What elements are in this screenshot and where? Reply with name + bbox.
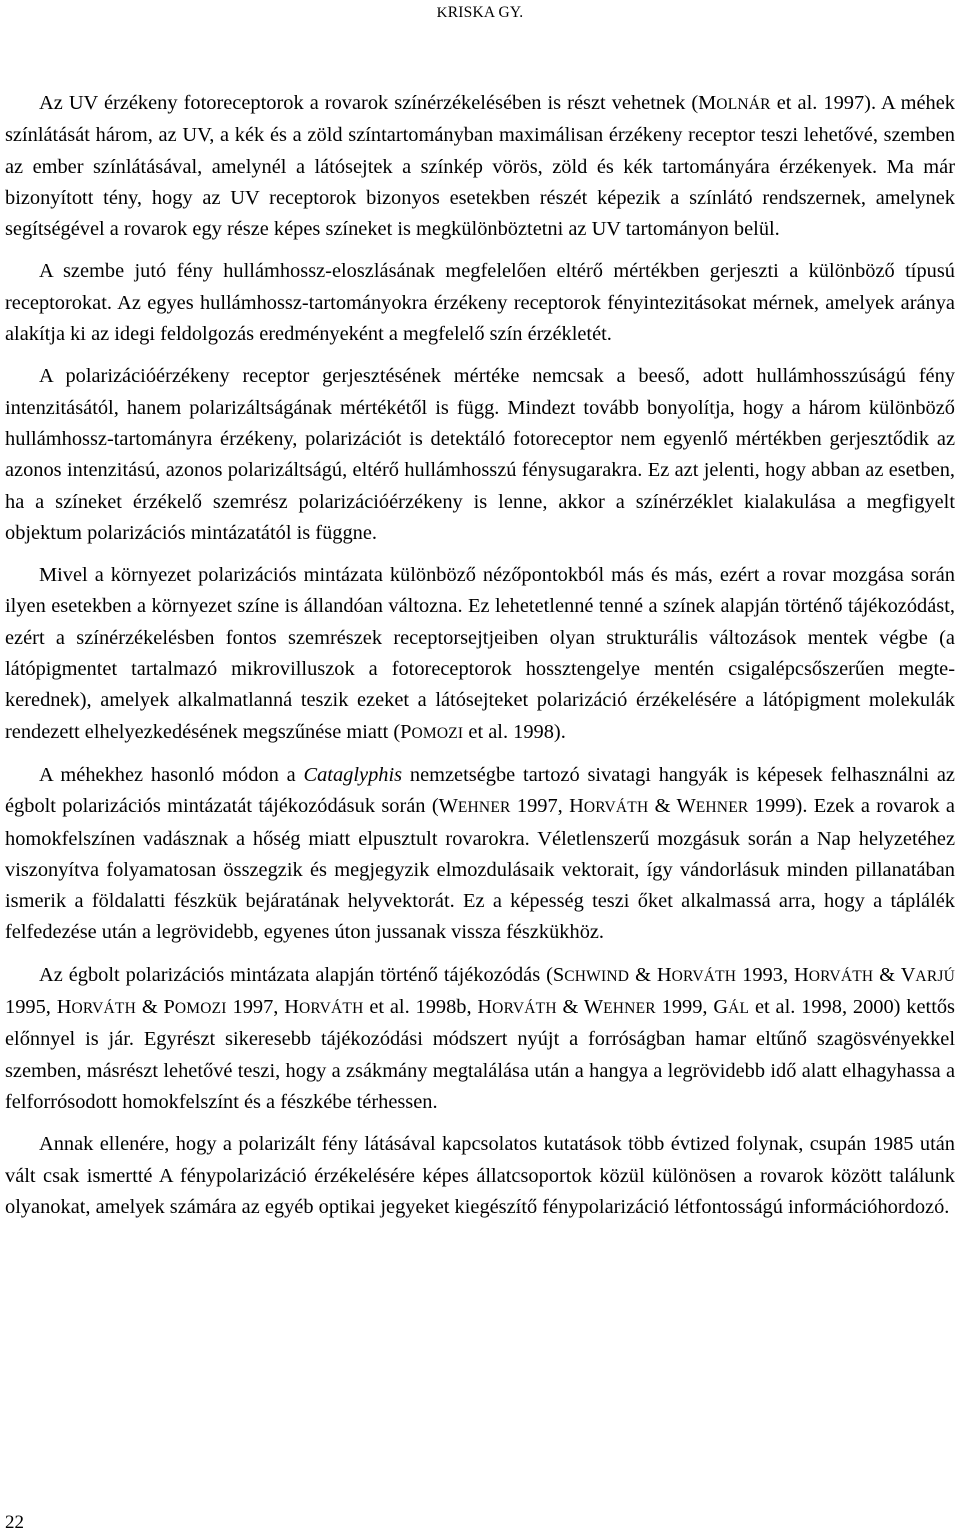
page-number: 22 [5, 1512, 24, 1533]
genus-name: Cataglyphis [303, 763, 403, 786]
author-name: ORVÁTH [492, 1000, 557, 1018]
running-head [0, 4, 960, 22]
paragraph-5 [5, 760, 955, 949]
paragraph-7 [5, 1129, 955, 1223]
paragraph-1 [5, 88, 955, 245]
text-run: nemzetségbe tartozó sivatagi hangyák is képesek felhasználni az égbolt polarizációs mintázatát tájékozódásuk során (W [5, 763, 955, 818]
text-run: Mivel a környezet polarizációs mintázata különböző nézőpontokból más és más, ezért a rovar mozgása során ilyen esetekben a környezet színe is állandóan változna. Ez lehetetlenné tenné a színek alapján történő tájékozódást, ezért a színérzékelésben fontos szemrészek receptorsejtjeiben olyan strukturális változások mentek végbe (a látópigmentet tartalmazó mikrovilluszok a fotoreceptorok hossztengelye mentén csigalépcsőszerűen megtekerednek), amelyek alkalmatlanná teszik ezeket a látósejteket polarizáció érzékelésére a látópigment molekulák rendezett elhelyezkedésének megszűnése miatt (P [5, 564, 955, 743]
author-name: ARJÚ [915, 967, 955, 985]
text-run: 1999, G [655, 996, 729, 1019]
text-run: et al. 1998b, H [363, 996, 493, 1019]
paragraph-3 [5, 361, 955, 549]
text-run: Az UV érzékeny fotoreceptorok a rovarok színérzékelésében is részt vehetnek (M [39, 92, 717, 114]
text-run: Annak ellenére, hogy a polarizált fény látásával kapcsolatos kutatások több évtized folynak, csupán 1985 után vált csak ismertté A fénypolarizáció érzékelésére képes állatcsoportok közül különösen a rovarok között találunk olyanokat, amelyek számára az egyéb optikai jegyeket kiegészítő fénypolarizáció létfontosságú információhordozó. [5, 1133, 955, 1218]
text-run: Az égbolt polarizációs mintázata alapján történő tájékozódás (S [39, 963, 565, 986]
text-run: & V [873, 963, 916, 986]
author-name: ORVÁTH [298, 1000, 364, 1018]
author-name: ÁL [728, 1000, 750, 1018]
author-name: ORVÁTH [671, 967, 737, 985]
author-name: CHWIND [564, 967, 630, 985]
author-name: ORVÁTH [583, 799, 649, 817]
author-name: OLNÁR [716, 96, 771, 113]
text-run: & P [135, 996, 175, 1019]
text-run: A méhekhez hasonló módon a [39, 763, 304, 786]
paragraph-4 [5, 560, 955, 749]
text-run: 1995, H [5, 996, 72, 1019]
author-name: ORVÁTH [71, 1000, 136, 1018]
author-name: EHNER [695, 799, 749, 817]
author-name: EHNER [603, 1000, 656, 1018]
paragraph-2 [5, 256, 955, 350]
text-run: 1993, H [736, 963, 809, 986]
running-head-smallcaps: RISKA GY. [447, 4, 524, 21]
author-name: ORVÁTH [808, 967, 874, 985]
text-run: & W [648, 795, 696, 818]
paragraph-6 [5, 960, 955, 1118]
author-name: EHNER [457, 799, 511, 817]
text-run: A polarizációérzékeny receptor gerjesztésének mértéke nemcsak a beeső, adott hullámhosszúságú fény intenzitásától, hanem polarizáltságának mértékétől is függ. Mindezt tovább bonyolítja, hogy a három különböző hullámhossz-tartományra érzékeny, polarizációt is detektáló fotoreceptor nem egyenlő mértékben gerjesztődik az azonos intenzitású, azonos polarizáltságú, eltérő hullámhosszú fénysugarakra. Ez azt jelenti, hogy abban az esetben, ha a színeket érzékelő szemrész polarizációérzékeny is lenne, akkor a színérzéklet kialakulása a megfigyelt objektum polarizációs mintázatától is függne. [5, 365, 955, 544]
page-body [5, 88, 955, 1234]
text-run: 1999). Ezek a rovarok a homokfelszínen vadásznak a hőség miatt elpusztult rovarokra. Véletlenszerű mozgásuk során a Nap helyzetéhez viszonyítva folyamatosan összegzik és megjegyzik elmozdulásaik vektorait, így vándorlásuk minden pillanatában ismerik a földalatti fészkük bejáratának helyvektorát. Ez a képesség teszi őket alkalmassá arra, hogy a táplálék felfedezése után a legrövidebb, egyenes úton jussanak vissza fészkükhöz. [5, 795, 955, 944]
running-head-initial: K [436, 5, 448, 21]
text-run: & W [556, 996, 604, 1019]
text-run: & H [629, 963, 672, 986]
text-run: 1997, H [510, 795, 584, 818]
author-name: OMOZI [411, 724, 464, 742]
text-run: 1997, H [226, 996, 299, 1019]
text-run: et al. 1997). A méhek színlátását három, az UV, a kék és a zöld színtartományban maximálisan érzékeny receptor teszi lehetővé, szemben az ember színlátásával, amelynél a látósejtek a színkép vörös, zöld és kék tartományára érzékenyek. Ma már bizonyított tény, hogy az UV receptorok bizonyos esetekben részét képezik a színlátó rendszernek, amelynek segítségével a rovarok egy része képes színeket is megkülönböztetni az UV tartományon belül. [5, 92, 956, 241]
text-run: et al. 1998, 2000) kettős előnnyel is jár. Egyrészt sikeresebb tájékozódási módszert nyújt a forróságban hamar eltűnő szagösvényekkel szemben, másrészt lehetővé teszi, hogy a zsákmány megtalálása után a hangya a legrövidebb idő alatt elhagyhassa a felforrósodott homokfelszínt és a fészkébe térhessen. [5, 996, 955, 1113]
author-name: OMOZI [174, 1000, 227, 1018]
text-run: et al. 1998). [463, 720, 566, 743]
text-run: A szembe jutó fény hullámhossz-eloszlásának megfelelően eltérő mértékben gerjeszti a különböző típusú receptorokat. Az egyes hullámhossz-tartományokra érzékeny receptorok fényintezitásokat mérnek, amelyek aránya alakítja ki az idegi feldolgozás eredményeként a megfelelő szín érzékletét. [5, 260, 955, 346]
